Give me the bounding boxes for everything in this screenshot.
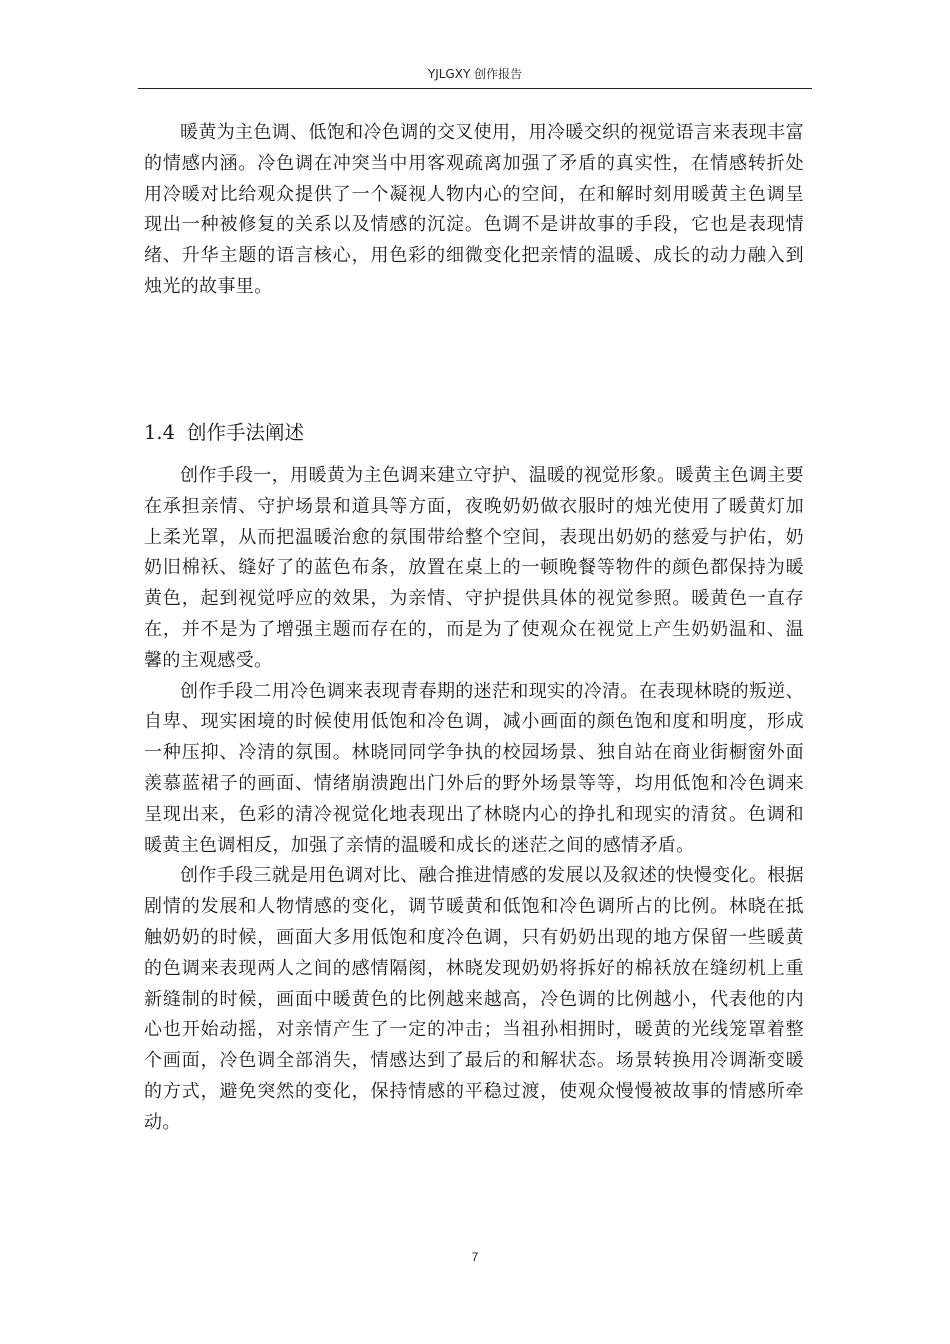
header-divider <box>138 88 812 89</box>
paragraph: 创作手段一，用暖黄为主色调来建立守护、温暖的视觉形象。暖黄主色调主要在承担亲情、守护场景和道具等方面，夜晚奶奶做衣服时的烛光使用了暖黄灯加上柔光罩，从而把温暖治愈的氛围带给整个空间，表现出奶奶的慈爱与护佑，奶奶旧棉袄、缝好了的蓝色布条，放置在桌上的一顿晚餐等物件的颜色都保持为暖黄色，起到视觉呼应的效果，为亲情、守护提供具体的视觉参照。暖黄色一直存在，并不是为了增强主题而存在的，而是为了使观众在视觉上产生奶奶温和、温馨的主观感受。 <box>144 465 804 671</box>
page-header: YJLGXY 创作报告 <box>427 67 523 81</box>
page-number: 7 <box>471 1250 479 1264</box>
intro-section <box>144 118 804 303</box>
section-number: 1.4 <box>144 421 176 444</box>
paragraph: 暖黄为主色调、低饱和冷色调的交叉使用，用冷暖交织的视觉语言来表现丰富的情感内涵。冷色调在冲突当中用客观疏离加强了矛盾的真实性，在情感转折处用冷暖对比给观众提供了一个凝视人物内心的空间，在和解时刻用暖黄主色调呈现出一种被修复的关系以及情感的沉淀。色调不是讲故事的手段，它也是表现情绪、升华主题的语言核心，用色彩的细微变化把亲情的温暖、成长的动力融入到烛光的故事里。 <box>144 122 804 297</box>
section-heading <box>144 420 304 446</box>
paragraph: 创作手段二用冷色调来表现青春期的迷茫和现实的冷清。在表现林晓的叛逆、自卑、现实困境的时候使用低饱和冷色调，减小画面的颜色饱和度和明度，形成一种压抑、冷清的氛围。林晓同同学争执的校园场景、独自站在商业街橱窗外面羡慕蓝裙子的画面、情绪崩溃跑出门外后的野外场景等等，均用低饱和冷色调来呈现出来，色彩的清冷视觉化地表现出了林晓内心的挣扎和现实的清贫。色调和暖黄主色调相反，加强了亲情的温暖和成长的迷茫之间的感情矛盾。 <box>144 680 804 856</box>
paragraph: 创作手段三就是用色调对比、融合推进情感的发展以及叙述的快慢变化。根据剧情的发展和人物情感的变化，调节暖黄和低饱和冷色调所占的比例。林晓在抵触奶奶的时候，画面大多用低饱和度冷色调，只有奶奶出现的地方保留一些暖黄的色调来表现两人之间的感情隔阂，林晓发现奶奶将拆好的棉袄放在缝纫机上重新缝制的时候，画面中暖黄色的比例越来越高，冷色调的比例越小，代表他的内心也开始动摇，对亲情产生了一定的冲击；当祖孙相拥时，暖黄的光线笼罩着整个画面，冷色调全部消失，情感达到了最后的和解状态。场景转换用冷调渐变暖的方式，避免突然的变化，保持情感的平稳过渡，使观众慢慢被故事的情感所牵动。 <box>144 865 804 1133</box>
section-title: 创作手法阐述 <box>187 421 305 444</box>
section-body <box>144 461 804 1139</box>
